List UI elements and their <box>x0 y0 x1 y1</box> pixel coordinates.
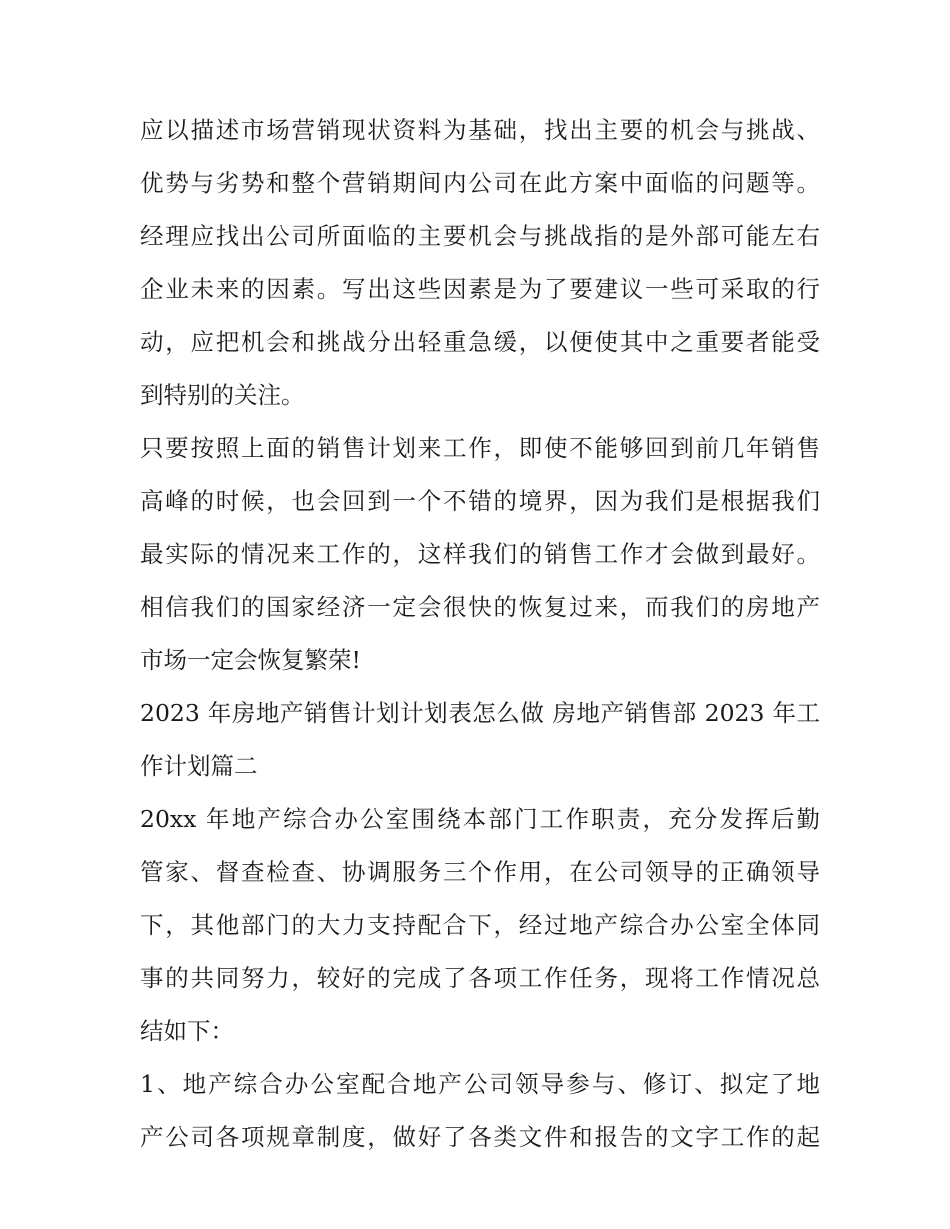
text-line: 1、地产综合办公室配合地产公司领导参与、修订、拟定了地 <box>140 1070 820 1098</box>
text-line: 高峰的时候，也会回到一个不错的境界，因为我们是根据我们 <box>140 487 820 515</box>
text-line: 优势与劣势和整个营销期间内公司在此方案中面临的问题等。 <box>140 169 820 197</box>
text-line: 最实际的情况来工作的，这样我们的销售工作才会做到最好。 <box>140 540 820 568</box>
text-line: 动，应把机会和挑战分出轻重急缓，以便使其中之重要者能受 <box>140 328 820 356</box>
text-line: 经理应找出公司所面临的主要机会与挑战指的是外部可能左右 <box>140 222 820 250</box>
document-body <box>140 104 820 1164</box>
text-line: 产公司各项规章制度，做好了各类文件和报告的文字工作的起 <box>140 1123 820 1151</box>
section-heading <box>140 687 820 793</box>
text-line: 结如下： <box>140 1017 234 1045</box>
text-line: 市场一定会恢复繁荣! <box>140 646 361 674</box>
paragraph <box>140 1058 820 1164</box>
text-line: 企业未来的因素。写出这些因素是为了要建议一些可采取的行 <box>140 275 820 303</box>
text-line: 2023 年房地产销售计划计划表怎么做 房地产销售部 2023 年工 <box>140 699 820 727</box>
text-line: 管家、督查检查、协调服务三个作用，在公司领导的正确领导 <box>140 858 820 886</box>
text-line: 下，其他部门的大力支持配合下，经过地产综合办公室全体同 <box>140 911 820 939</box>
text-line: 相信我们的国家经济一定会很快的恢复过来，而我们的房地产 <box>140 593 820 621</box>
paragraph <box>140 422 820 687</box>
text-line: 事的共同努力，较好的完成了各项工作任务，现将工作情况总 <box>140 964 820 992</box>
text-line: 20xx 年地产综合办公室围绕本部门工作职责，充分发挥后勤 <box>140 805 820 833</box>
paragraph <box>140 793 820 1058</box>
paragraph <box>140 210 820 422</box>
text-line: 作计划篇二 <box>140 752 258 780</box>
paragraph <box>140 104 820 210</box>
text-line: 应以描述市场营销现状资料为基础，找出主要的机会与挑战、 <box>140 116 820 144</box>
text-line: 只要按照上面的销售计划来工作，即使不能够回到前几年销售 <box>140 434 820 462</box>
text-line: 到特别的关注。 <box>140 381 305 409</box>
